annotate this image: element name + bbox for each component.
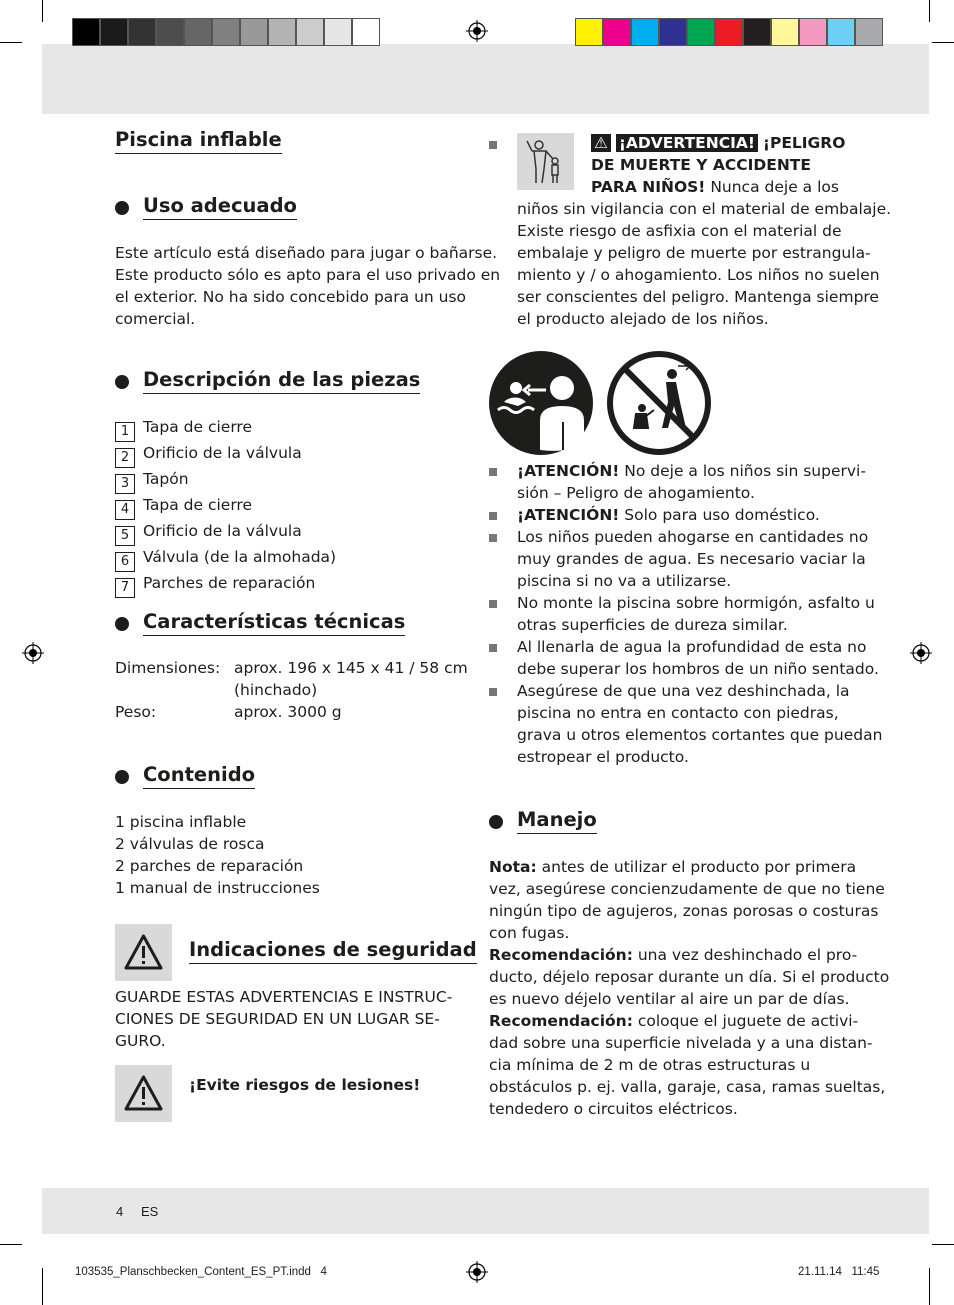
warning-box: [115, 1065, 172, 1122]
registration-mark-icon: [466, 20, 488, 42]
color-swatch: [296, 18, 324, 46]
list-item: 7 Parches de reparación: [115, 572, 336, 598]
color-swatch: [659, 18, 687, 46]
list-item: 5 Orificio de la válvula: [115, 520, 336, 546]
warning-box: [115, 924, 172, 981]
spec-dim-label: Dimensiones:: [115, 659, 221, 677]
warning-triangle-icon: [115, 924, 172, 981]
heading-bullet: [115, 617, 129, 631]
list-item: 2 Orificio de la válvula: [115, 442, 336, 468]
no-unattended-children-pictogram-icon: [606, 350, 712, 456]
crop-mark: [932, 1244, 954, 1245]
color-swatch: [184, 18, 212, 46]
color-swatch: [575, 18, 603, 46]
color-swatch: [743, 18, 771, 46]
list-bullet: [489, 468, 497, 476]
list-bullet: [489, 644, 497, 652]
seguridad-paragraph: GUARDE ESTAS ADVERTENCIAS E INSTRUC- CIONES DE SEGURIDAD EN UN LUGAR SE- GURO.: [115, 988, 453, 1050]
indd-filename: 103535_Planschbecken_Content_ES_PT.indd 4: [75, 1266, 327, 1278]
color-swatch: [687, 18, 715, 46]
list-bullet: [489, 512, 497, 520]
advertencia-heading: ⚠ ¡ADVERTENCIA! ¡PELIGRO DE MUERTE Y ACCIDENTE PARA NIÑOS! Nunca deje a los: [591, 134, 846, 196]
supervise-children-pictogram-icon: [488, 350, 594, 456]
crop-mark: [0, 1244, 22, 1245]
heading-bullet: [489, 815, 503, 829]
list-bullet: [489, 534, 497, 542]
spec-dim-value: aprox. 196 x 145 x 41 / 58 cm (hinchado): [234, 659, 468, 699]
heading-bullet: [115, 770, 129, 784]
color-swatch: [156, 18, 184, 46]
list-bullet: [489, 688, 497, 696]
manejo-paragraph: Nota: antes de utilizar el producto por primera vez, asegúrese concienzudamente de que no tiene ningún tipo de agujeros, zonas porosas o costuras con fugas. Recomendación: una vez deshinchado el pro- ducto, déjelo reposar durante un día. Si el producto es nuevo déjelo ventilar al aire un par de días. Recomendación: coloque el juguete de activi- dad sobre una superficie nivelada y a una distan- cia mínima de 2 m de otras estructuras u obstáculos p. ej. valla, garaje, casa, ramas sueltas, tendedero o circuitos eléctricos.: [489, 858, 890, 1118]
heading-manejo: Manejo: [517, 808, 597, 834]
list-bullet: [489, 141, 497, 149]
adult-child-icon: [517, 133, 574, 190]
page-title: Piscina inflable: [115, 128, 282, 154]
crop-mark: [929, 1268, 930, 1305]
spec-peso-label: Peso:: [115, 703, 157, 721]
contents-list: 1 piscina inflable 2 válvulas de rosca 2 parches de reparación 1 manual de instrucciones: [115, 813, 320, 897]
color-swatch: [128, 18, 156, 46]
page-number: 4: [116, 1204, 124, 1219]
list-item: 1 Tapa de cierre: [115, 416, 336, 442]
color-swatch: [100, 18, 128, 46]
color-swatch: [631, 18, 659, 46]
color-swatch: [771, 18, 799, 46]
heading-descripcion-piezas: Descripción de las piezas: [143, 368, 420, 394]
uso-paragraph: Este artículo está diseñado para jugar o bañarse. Este producto sólo es apto para el uso privado en el exterior. No ha sido concebido para un uso comercial.: [115, 244, 501, 328]
warning-triangle-icon: ⚠: [591, 134, 611, 152]
crop-mark: [42, 0, 43, 22]
registration-mark-icon: [22, 642, 44, 664]
registration-mark-icon: [466, 1261, 488, 1283]
list-item: 3 Tapón: [115, 468, 336, 494]
crop-mark: [42, 1268, 43, 1305]
color-swatch: [603, 18, 631, 46]
heading-caracteristicas: Características técnicas: [143, 610, 405, 636]
heading-bullet: [115, 201, 129, 215]
color-swatch: [715, 18, 743, 46]
crop-mark: [932, 42, 954, 43]
heading-uso-adecuado: Uso adecuado: [143, 194, 297, 220]
color-swatch: [240, 18, 268, 46]
parts-list: [115, 416, 336, 598]
list-item: 4 Tapa de cierre: [115, 494, 336, 520]
footer-band: [42, 1188, 929, 1234]
child-supervision-pictogram: [517, 133, 574, 190]
evite-riesgos: ¡Evite riesgos de lesiones!: [189, 1076, 421, 1094]
color-swatch: [268, 18, 296, 46]
print-date: 21.11.14 11:45: [798, 1266, 880, 1278]
color-swatch: [72, 18, 100, 46]
header-band: [42, 44, 929, 114]
spec-peso-value: aprox. 3000 g: [234, 703, 342, 721]
heading-bullet: [115, 375, 129, 389]
list-item: 6 Válvula (de la almohada): [115, 546, 336, 572]
registration-mark-icon: [910, 642, 932, 664]
color-swatch: [799, 18, 827, 46]
warning-triangle-icon: [115, 1065, 172, 1122]
color-swatch: [212, 18, 240, 46]
heading-seguridad: Indicaciones de seguridad: [189, 938, 477, 964]
heading-contenido: Contenido: [143, 763, 255, 789]
advertencia-paragraph: niños sin vigilancia con el material de embalaje. Existe riesgo de asfixia con el material de embalaje y peligro de muerte por estrangula- miento y / o ahogamiento. Los niños no suelen ser conscientes del peligro. Mantenga siempre el producto alejado de los niños.: [517, 200, 892, 328]
color-swatch: [324, 18, 352, 46]
list-bullet: [489, 600, 497, 608]
language-code: ES: [141, 1204, 159, 1219]
color-swatch: [352, 18, 380, 46]
crop-mark: [0, 42, 22, 43]
color-swatch: [827, 18, 855, 46]
color-swatch: [855, 18, 883, 46]
crop-mark: [929, 0, 930, 22]
